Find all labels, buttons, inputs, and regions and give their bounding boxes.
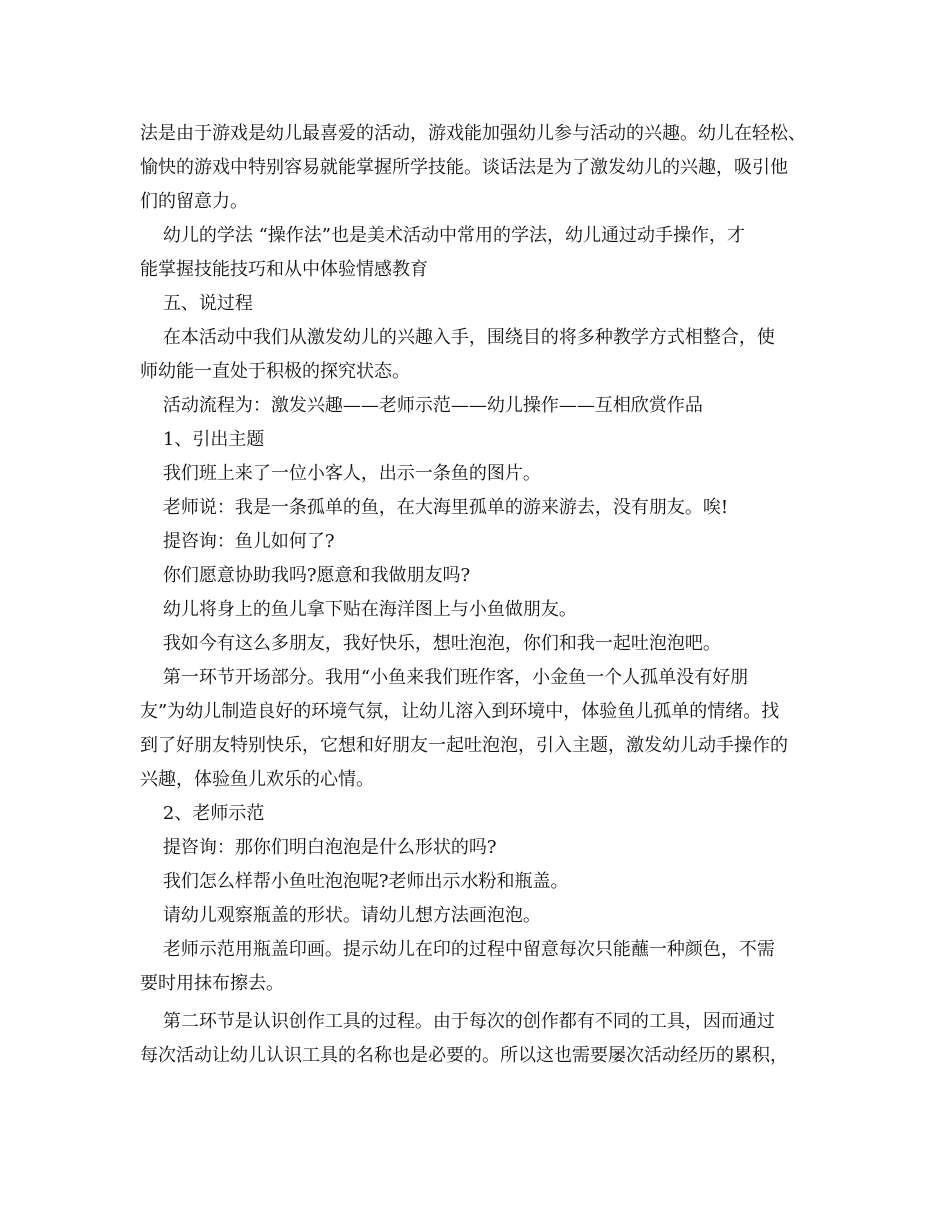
text-line: 我如今有这么多朋友，我好快乐，想吐泡泡，你们和我一起吐泡泡吧。: [140, 633, 721, 654]
text-line: 活动流程为：激发兴趣——老师示范——幼儿操作——互相欣赏作品: [140, 395, 703, 416]
text-line: 幼儿将身上的鱼儿拿下贴在海洋图上与小鱼做朋友。: [140, 599, 577, 620]
text-line: 幼儿的学法 “操作法”也是美术活动中常用的学法，幼儿通过动手操作，才: [140, 225, 746, 246]
text-line: 提咨询：那你们明白泡泡是什么形状的吗?: [140, 837, 497, 858]
text-line: 老师说：我是一条孤单的鱼，在大海里孤单的游来游去，没有朋友。唉!: [140, 497, 729, 518]
text-line: 提咨询：鱼儿如何了?: [140, 531, 335, 552]
text-line: 要时用抹布擦去。: [140, 973, 284, 994]
text-line: 兴趣，体验鱼儿欢乐的心情。: [140, 769, 374, 790]
text-line: 能掌握技能技巧和从中体验情感教育: [140, 259, 428, 280]
text-line: 到了好朋友特别快乐，它想和好朋友一起吐泡泡，引入主题，激发幼儿动手操作的: [140, 735, 788, 756]
text-line: 我们班上来了一位小客人，出示一条鱼的图片。: [140, 463, 541, 484]
text-line: 你们愿意协助我吗?愿意和我做朋友吗?: [140, 565, 471, 586]
text-line: 第一环节开场部分。我用“小鱼来我们班作客，小金鱼一个人孤单没有好朋: [140, 667, 749, 688]
text-line: 愉快的游戏中特别容易就能掌握所学技能。谈话法是为了激发幼儿的兴趣，吸引他: [140, 157, 788, 178]
document-body: [140, 117, 815, 1073]
text-line: 友”为幼儿制造良好的环境气氛，让幼儿溶入到环境中，体验鱼儿孤单的情绪。找: [140, 701, 780, 722]
subsection-heading: 1、引出主题: [140, 429, 265, 450]
text-line: 我们怎么样帮小鱼吐泡泡呢?老师出示水粉和瓶盖。: [140, 871, 569, 892]
text-line: 请幼儿观察瓶盖的形状。请幼儿想方法画泡泡。: [140, 905, 541, 926]
subsection-heading: 2、老师示范: [140, 803, 265, 824]
section-heading: 五、说过程: [140, 293, 253, 314]
text-line: 每次活动让幼儿认识工具的名称也是必要的。所以这也需要屡次活动经历的累积，: [140, 1045, 788, 1066]
text-line: 老师示范用瓶盖印画。提示幼儿在印的过程中留意每次只能蘸一种颜色，不需: [140, 939, 775, 960]
text-line: 师幼能一直处于积极的探究状态。: [140, 361, 410, 382]
text-line: 们的留意力。: [140, 191, 248, 212]
text-line: 在本活动中我们从激发幼儿的兴趣入手，围绕目的将多种教学方式相整合，使: [140, 327, 775, 348]
text-line: 法是由于游戏是幼儿最喜爱的活动，游戏能加强幼儿参与活动的兴趣。幼儿在轻松、: [140, 123, 806, 144]
text-line: 第二环节是认识创作工具的过程。由于每次的创作都有不同的工具，因而通过: [140, 1011, 775, 1032]
